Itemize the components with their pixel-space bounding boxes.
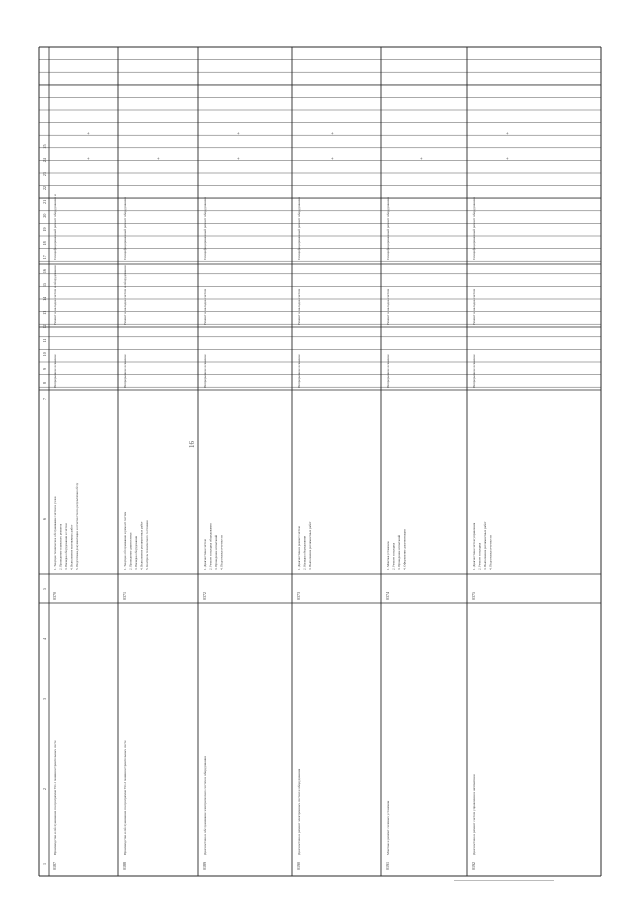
row-type: Специфицированный ремонт оборудования и bbox=[53, 194, 57, 260]
header-number: 17 bbox=[42, 255, 47, 260]
row-description-line: 2. Ремонт и наладка оборудования bbox=[208, 523, 213, 570]
row-title: Производство и обслуживание по программе ТО-1 машиностроительных систе bbox=[53, 740, 57, 855]
row-description-line: 1. Диагностика и ремонт систем bbox=[297, 526, 301, 570]
row-equipment: Ремонт и наладка систем bbox=[203, 288, 207, 325]
row-code-secondary: 0374 bbox=[385, 592, 390, 600]
row-description-line: 4. Оформление документации bbox=[402, 529, 407, 570]
header-number: 8 bbox=[42, 382, 47, 384]
row-code-secondary: 0375 bbox=[471, 592, 476, 600]
row-description-line: 4. Подготовка отчетности bbox=[219, 535, 224, 570]
row-code-secondary: 0373 bbox=[296, 592, 301, 600]
row-description-line: 4. Выполнение монтажных работ bbox=[69, 524, 74, 570]
row-title: Диагностика и обслуживание электрических систем и оборудования bbox=[203, 756, 207, 855]
row-description-line: 3. Выполнение регламентных работ bbox=[483, 521, 487, 570]
header-number: 1 bbox=[42, 863, 47, 865]
row-type: Специфицированный ремонт оборудования bbox=[297, 197, 301, 260]
row-equipment: Ремонт и наладка систем и оборудования bbox=[53, 265, 57, 325]
row-mark: + bbox=[237, 157, 242, 160]
row-code: 0191 bbox=[385, 862, 390, 870]
row-description-line: 1. Текущее обслуживание и ремонт систем bbox=[123, 511, 127, 570]
row-description-line: 3. Наладка оборудования bbox=[134, 536, 138, 570]
row-mark: + bbox=[87, 157, 92, 160]
row-description-line: 3. Проведение испытаний bbox=[397, 534, 401, 570]
row-status: Непрерывное освоение bbox=[386, 354, 390, 388]
row-type: Специфицированный ремонт оборудования bbox=[123, 197, 127, 260]
row-code: 0188 bbox=[122, 862, 127, 870]
row-description-line: 4. Подготовка отчетности bbox=[488, 535, 493, 570]
header-number: 19 bbox=[42, 227, 47, 232]
header-number: 23 bbox=[42, 172, 47, 177]
header-number: 15 bbox=[42, 282, 47, 287]
row-description-line: 1. Диагностика систем bbox=[203, 539, 207, 570]
header-number: 22 bbox=[42, 185, 47, 190]
row-title: Производство и обслуживание по программе ТО-2 машиностроительных систе bbox=[123, 740, 127, 855]
row-description-line: 2. Проведение диагностики bbox=[128, 532, 133, 570]
header-number: 13 bbox=[42, 310, 47, 315]
header-number: 12 bbox=[42, 324, 47, 329]
row-description-line: 3. Наладка оборудования и систем bbox=[64, 523, 68, 570]
header-number: 21 bbox=[42, 199, 47, 204]
row-code: 0192 bbox=[471, 862, 476, 870]
header-number: 11 bbox=[42, 338, 47, 343]
row-description-line: 2. Ремонт и наладка bbox=[477, 542, 482, 570]
row-status: Непрерывное освоение bbox=[123, 354, 127, 388]
row-description-line: 5. Подготовка документации и отчетности по результатам обслу bbox=[75, 482, 79, 570]
row-description-line: 2. Наладка оборудования bbox=[302, 536, 307, 570]
header-number: 4 bbox=[42, 638, 47, 640]
header-number: 6 bbox=[42, 518, 47, 520]
row-mark: + bbox=[331, 131, 336, 135]
row-status: Непрерывное освоение bbox=[472, 354, 476, 388]
header-number: 18 bbox=[42, 241, 47, 246]
header-number: 3 bbox=[42, 698, 47, 700]
header-number: 24 bbox=[42, 158, 47, 163]
row-type: Специфицированный ремонт оборудования bbox=[203, 197, 207, 260]
row-status: Непрерывное освоение bbox=[297, 354, 301, 388]
row-mark: + bbox=[157, 157, 162, 160]
header-number: 10 bbox=[42, 352, 47, 357]
header-number: 14 bbox=[42, 296, 47, 301]
header-number: 9 bbox=[42, 368, 47, 371]
row-description-line: 3. Выполнение регламентных работ bbox=[308, 521, 312, 570]
row-equipment: Ремонт и наладка систем bbox=[386, 288, 390, 325]
row-description-line: 2. Проведение планового ремонта bbox=[58, 523, 63, 570]
row-description-line: 4. Выполнение регламентных работ bbox=[139, 521, 144, 570]
header-number: 20 bbox=[42, 213, 47, 218]
row-description-line: 1. Текущее техническое обслуживание систем и узлов bbox=[53, 496, 57, 570]
row-status: Непрерывное освоение bbox=[53, 354, 57, 388]
scan-artifact bbox=[454, 880, 554, 881]
header-number: 25 bbox=[42, 144, 47, 149]
row-equipment: Ремонт и наладка систем и оборудования bbox=[123, 265, 127, 325]
row-description-line: 3. Проведение испытаний bbox=[214, 534, 218, 570]
row-equipment: Ремонт и наладка систем bbox=[297, 288, 301, 325]
row-title: Монтаж и ремонт силовых установок bbox=[386, 800, 390, 855]
row-type: Специфицированный ремонт оборудования bbox=[472, 197, 476, 260]
row-mark: + bbox=[87, 131, 92, 135]
row-type: Специфицированный ремонт оборудования bbox=[386, 197, 390, 260]
header-number: 7 bbox=[42, 398, 47, 400]
row-mark: + bbox=[420, 157, 425, 160]
row-mark: + bbox=[331, 157, 336, 160]
row-description-line: 1. Монтаж установок bbox=[386, 541, 390, 570]
row-code: 0190 bbox=[296, 862, 301, 870]
page-number: 16 bbox=[188, 441, 196, 448]
row-description-line: 1. Диагностика систем управления bbox=[472, 522, 476, 570]
row-code-secondary: 0372 bbox=[202, 592, 207, 600]
row-mark: + bbox=[506, 157, 511, 160]
row-code-secondary: 0371 bbox=[122, 592, 127, 600]
row-status: Непрерывное освоение bbox=[203, 354, 207, 388]
row-title: Диагностика и ремонт систем управления и автоматики bbox=[472, 774, 476, 855]
row-description-line: 5. Контроль технического состояния bbox=[145, 520, 149, 570]
header-number: 16 bbox=[42, 269, 47, 274]
row-code: 0187 bbox=[52, 862, 57, 870]
row-title: Диагностика и ремонт электронных систем и оборудования bbox=[297, 768, 301, 855]
row-mark: + bbox=[506, 131, 511, 135]
header-number: 5 bbox=[42, 588, 47, 590]
header-number: 2 bbox=[42, 788, 47, 790]
row-equipment: Ремонт и наладка систем bbox=[472, 288, 476, 325]
row-description-line: 2. Ремонт и наладка bbox=[391, 542, 396, 570]
row-code: 0189 bbox=[202, 862, 207, 870]
row-code-secondary: 0370 bbox=[52, 592, 57, 600]
row-mark: + bbox=[237, 131, 242, 135]
